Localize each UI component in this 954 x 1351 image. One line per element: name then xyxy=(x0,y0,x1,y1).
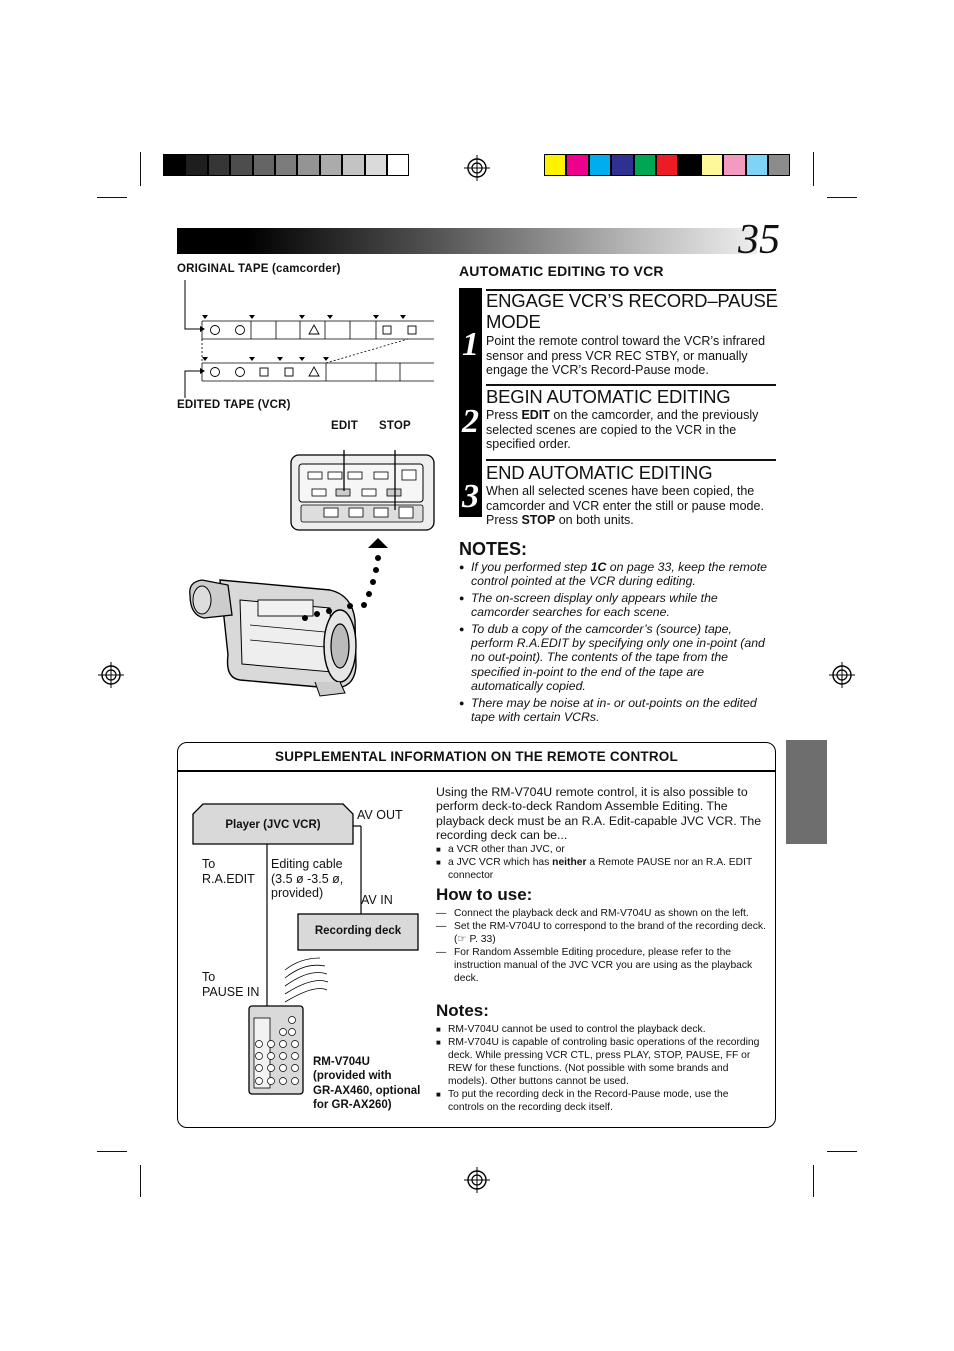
how-to-use-heading: How to use: xyxy=(436,885,533,904)
supplemental-intro: Using the RM-V704U remote control, it is also possible to perform deck-to-deck Random Assemble Editing. The playback deck must be an R.A. Edit-capable JVC VCR. The recording deck can be... xyxy=(436,785,762,843)
calibration-swatch xyxy=(656,154,678,176)
av-in-label: AV IN xyxy=(361,893,393,907)
list-item: — Set the RM-V704U to correspond to the brand of the recording deck. (☞ P. 33) xyxy=(436,920,766,946)
side-tab xyxy=(786,740,827,844)
supplemental-notes-list xyxy=(436,1023,766,1114)
registration-target-icon xyxy=(98,662,124,688)
step-1-title: ENGAGE VCR’S RECORD–PAUSE MODE xyxy=(486,290,778,332)
step-2-title: BEGIN AUTOMATIC EDITING xyxy=(486,386,731,407)
calibration-swatch xyxy=(723,154,745,176)
calibration-swatch xyxy=(768,154,790,176)
list-item: ■ a VCR other than JVC, or xyxy=(436,843,766,856)
step-rule xyxy=(486,459,776,461)
calibration-swatch xyxy=(297,154,319,176)
edited-tape-label: EDITED TAPE (VCR) xyxy=(177,399,291,411)
calibration-swatch xyxy=(678,154,700,176)
supplemental-title: SUPPLEMENTAL INFORMATION ON THE REMOTE CONTROL xyxy=(275,749,678,764)
edit-button-label: EDIT xyxy=(331,420,358,432)
page-number: 35 xyxy=(738,217,780,263)
calibration-swatch xyxy=(634,154,656,176)
camcorder-illustration xyxy=(180,450,440,700)
calibration-swatch xyxy=(163,154,185,176)
step-3-text: When all selected scenes have been copied, the camcorder and VCR enter the still or pause mode. Press STOP on both units. xyxy=(486,484,764,528)
step-number-3: 3 xyxy=(462,478,479,515)
supplemental-title-rule xyxy=(177,770,776,772)
list-item: ● There may be noise at in- or out-points on the edited tape with certain VCRs. xyxy=(459,696,777,725)
list-item: ■ a JVC VCR which has neither a Remote PAUSE nor an R.A. EDIT connector xyxy=(436,856,766,882)
calibration-swatch xyxy=(320,154,342,176)
stop-button-label: STOP xyxy=(379,420,411,432)
calibration-swatch xyxy=(566,154,588,176)
calibration-swatch xyxy=(208,154,230,176)
supplemental-notes-heading: Notes: xyxy=(436,1001,489,1020)
calibration-swatch xyxy=(253,154,275,176)
editing-cable-label: Editing cable (3.5 ø -3.5 ø, provided) xyxy=(271,857,344,901)
calibration-swatch xyxy=(230,154,252,176)
av-out-label: AV OUT xyxy=(357,808,403,822)
notes-list xyxy=(459,560,777,726)
calibration-swatch xyxy=(387,154,409,176)
step-number-2: 2 xyxy=(462,403,479,440)
calibration-swatch xyxy=(342,154,364,176)
calibration-swatch xyxy=(185,154,207,176)
to-pause-in-label: To PAUSE IN xyxy=(202,970,260,999)
how-to-use-list xyxy=(436,907,766,985)
step-3-title: END AUTOMATIC EDITING xyxy=(486,462,713,483)
list-item: — Connect the playback deck and RM-V704U as shown on the left. xyxy=(436,907,766,920)
step-1-text: Point the remote control toward the VCR’s infrared sensor and press VCR REC STBY, or manually engage the VCR’s Record-Pause mode. xyxy=(486,334,766,378)
step-2-text: Press EDIT on the camcorder, and the previously selected scenes are copied to the VCR in the specified order. xyxy=(486,408,759,452)
notes-heading: NOTES: xyxy=(459,539,528,559)
recording-deck-options xyxy=(436,843,766,882)
registration-target-icon xyxy=(464,155,490,181)
remote-label: RM-V704U (provided with GR-AX460, optional for GR-AX260) xyxy=(313,1056,421,1112)
registration-target-icon xyxy=(829,662,855,688)
player-label: Player (JVC VCR) xyxy=(225,819,321,831)
header-gradient-bar xyxy=(177,228,757,254)
list-item: ■ RM-V704U cannot be used to control the playback deck. xyxy=(436,1023,766,1036)
section-title-automatic-editing: AUTOMATIC EDITING TO VCR xyxy=(459,263,664,279)
to-ra-edit-label: To R.A.EDIT xyxy=(202,857,255,886)
calibration-swatch xyxy=(589,154,611,176)
calibration-swatch xyxy=(701,154,723,176)
list-item: ■ To put the recording deck in the Record-Pause mode, use the controls on the recording deck itself. xyxy=(436,1088,766,1114)
calibration-swatch xyxy=(611,154,633,176)
list-item: ● The on-screen display only appears while the camcorder searches for each scene. xyxy=(459,591,777,620)
list-item: — For Random Assemble Editing procedure, please refer to the instruction manual of the JVC VCR you are using as the playback deck. xyxy=(436,946,766,985)
registration-target-icon xyxy=(464,1167,490,1193)
tape-edit-diagram xyxy=(178,280,440,400)
list-item: ■ RM-V704U is capable of controling basic operations of the recording deck. While pressing VCR CTL, press PLAY, STOP, PAUSE, FF or REW for these functions. (Not possible with some brands and models). Other buttons cannot be used. xyxy=(436,1036,766,1088)
list-item: ● If you performed step 1C on page 33, keep the remote control pointed at the VCR during editing. xyxy=(459,560,777,589)
calibration-swatch xyxy=(365,154,387,176)
recording-deck-label: Recording deck xyxy=(314,925,402,937)
list-item: ● To dub a copy of the camcorder’s (source) tape, perform R.A.EDIT by specifying only one in-point (and no out-point). The contents of the tape from the specified in-point to the end of the tape are automatically copied. xyxy=(459,622,777,694)
step-number-1: 1 xyxy=(462,326,479,363)
calibration-swatch xyxy=(746,154,768,176)
original-tape-label: ORIGINAL TAPE (camcorder) xyxy=(177,263,341,275)
calibration-swatch xyxy=(275,154,297,176)
calibration-swatch xyxy=(544,154,566,176)
